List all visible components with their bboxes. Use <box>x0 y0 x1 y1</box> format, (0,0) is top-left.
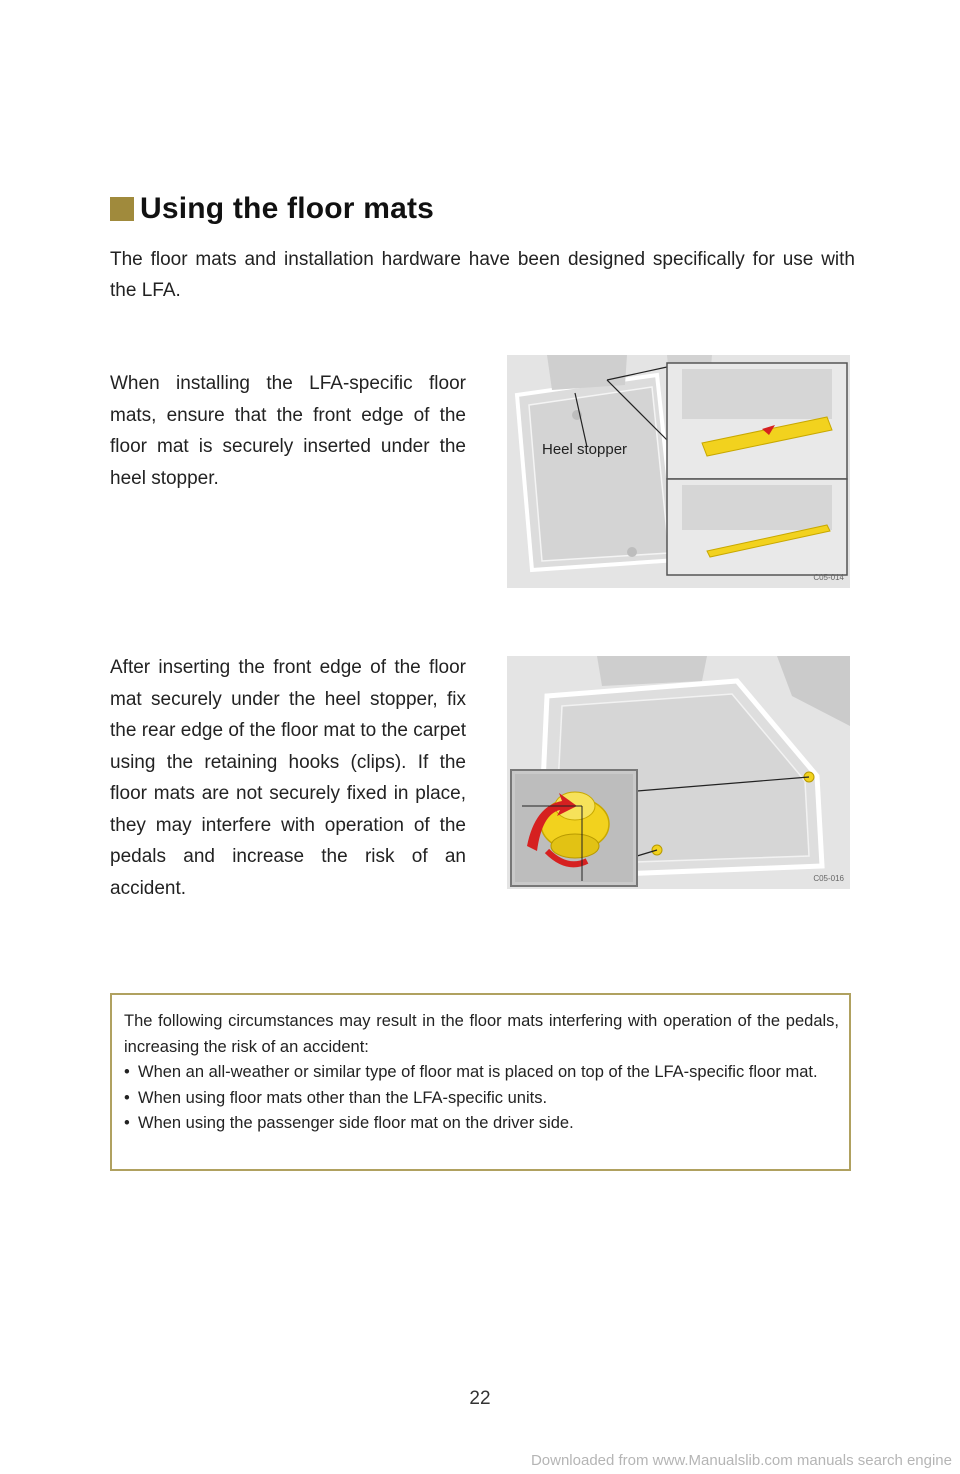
retaining-hook-illustration <box>507 656 850 889</box>
heel-stopper-label: Heel stopper <box>542 441 628 458</box>
caution-item: • When an all-weather or similar type of floor mat is placed on top of the LFA-specific floor mat. <box>124 1060 839 1086</box>
install-paragraph: When installing the LFA-specific floor mats, ensure that the front edge of the floor mat is securely inserted under the heel stopper. <box>110 373 466 489</box>
intro-paragraph: The floor mats and installation hardware have been designed specifically for use with the LFA. <box>110 249 855 301</box>
caution-intro: The following circumstances may result in the floor mats interfering with operation of the pedals, increasing the risk of an accident: <box>124 1012 839 1056</box>
retaining-hooks-paragraph: After inserting the front edge of the floor mat securely under the heel stopper, fix the rear edge of the floor mat to the carpet using the retaining hooks (clips). If the floor mats are not securely fixed in place, they may interfere with operation of the pedals and increase the risk of an accident. <box>110 657 466 899</box>
heel-stopper-figure <box>507 355 850 588</box>
heel-stopper-illustration <box>507 355 850 588</box>
download-footer: Downloaded from www.Manualslib.com manuals search engine <box>530 1452 952 1469</box>
retaining-hook-figure <box>507 656 850 889</box>
caution-list <box>124 1060 839 1137</box>
figure-code: C05-014 <box>813 573 844 582</box>
heading-square-icon <box>110 197 134 221</box>
caution-item: • When using floor mats other than the LFA-specific units. <box>124 1086 839 1112</box>
figure-code: C05-016 <box>813 874 844 883</box>
section-title: Using the floor mats <box>140 192 435 225</box>
page-number: 22 <box>469 1388 491 1409</box>
section-heading <box>110 192 434 226</box>
caution-item: • When using the passenger side floor mat on the driver side. <box>124 1111 839 1137</box>
caution-box <box>110 993 851 1171</box>
